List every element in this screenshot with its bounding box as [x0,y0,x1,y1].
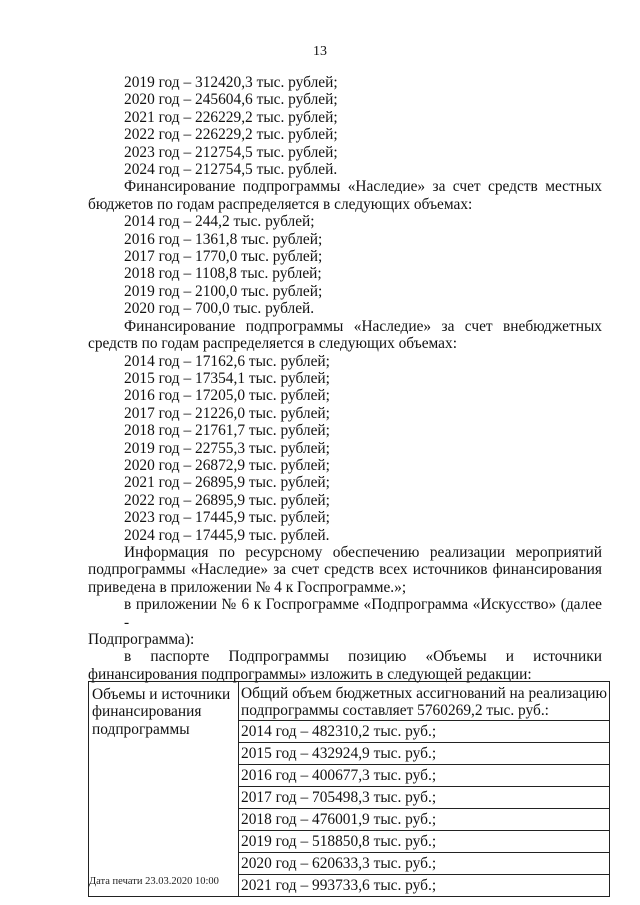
annex-paragraph [88,596,602,648]
paragraph-line: Информация по ресурсному обеспечению реализации мероприятий [124,543,602,561]
print-date-footer: Дата печати 23.03.2020 10:00 [89,876,219,887]
paragraph-line: в паспорте Подпрограммы позицию «Объемы и источники [124,648,602,666]
list-item: 2017 год – 1770,0 тыс. рублей; [124,248,323,266]
list-item: 2015 год – 17354,1 тыс. рублей; [124,369,330,387]
table-year-row: 2021 год – 993733,6 тыс. руб.; [239,874,609,896]
table-label-cell [89,682,239,897]
list-item: 2020 год – 26872,9 тыс. рублей; [124,456,330,474]
list-item: 2014 год – 17162,6 тыс. рублей; [124,352,330,370]
paragraph-line: средств по годам распределяется в следующих объемах: [88,335,457,353]
list-item: 2019 год – 2100,0 тыс. рублей; [124,282,323,300]
table-label-line: подпрограммы [92,720,190,738]
list-item: 2016 год – 1361,8 тыс. рублей; [124,230,323,248]
table-row [89,682,610,897]
table-label-line: Объемы и источники [92,686,231,703]
table-year-row: 2016 год – 400677,3 тыс. руб.; [239,764,609,786]
paragraph-line: Подпрограмма): [88,631,195,648]
paragraph-line: приведена в приложении № 4 к Госпрограмме.»; [88,578,407,596]
local-year-list [88,213,602,317]
table-year-row: 2019 год – 518850,8 тыс. руб.; [239,830,609,852]
document-body [88,74,602,683]
list-item: 2022 год – 226229,2 тыс. рублей; [124,126,338,144]
local-budget-paragraph [88,178,602,213]
table-year-row: 2015 год – 432924,9 тыс. руб.; [239,742,609,764]
paragraph-line: подпрограммы «Наследие» за счет средств всех источников финансирования [88,561,602,579]
paragraph-line: финансирования подпрограммы» изложить в следующей редакции: [88,665,532,683]
table-year-row: 2014 год – 482310,2 тыс. руб.; [239,720,609,742]
passport-paragraph [88,648,602,683]
list-item: 2017 год – 21226,0 тыс. рублей; [124,404,330,422]
table-intro-line: Общий объем бюджетных ассигнований на реализацию [241,685,607,702]
table-label-line: финансирования [92,703,202,721]
list-item: 2023 год – 17445,9 тыс. рублей; [124,509,330,527]
page-number: 13 [313,44,327,59]
table-year-row: 2017 год – 705498,3 тыс. руб.; [239,786,609,808]
list-item: 2019 год – 312420,3 тыс. рублей; [124,74,338,91]
paragraph-line: Финансирование подпрограммы «Наследие» за счет внебюджетных [124,317,602,335]
top-year-list [88,74,602,178]
list-item: 2022 год – 26895,9 тыс. рублей; [124,491,330,509]
list-item: 2018 год – 21761,7 тыс. рублей; [124,422,330,440]
list-item: 2016 год – 17205,0 тыс. рублей; [124,387,330,405]
funding-table [88,681,610,897]
list-item: 2021 год – 26895,9 тыс. рублей; [124,474,330,492]
list-item: 2024 год – 17445,9 тыс. рублей. [124,526,330,544]
list-item: 2014 год – 244,2 тыс. рублей; [124,213,315,231]
extra-budget-paragraph [88,318,602,353]
paragraph-line: Финансирование подпрограммы «Наследие» за счет средств местных [124,178,602,196]
info-paragraph [88,544,602,596]
table-value-cell [239,682,610,897]
extra-year-list [88,353,602,544]
list-item: 2019 год – 22755,3 тыс. рублей; [124,439,330,457]
paragraph-line: в приложении № 6 к Госпрограмме «Подпрограмма «Искусство» (далее - [124,596,602,631]
table-year-row: 2018 год – 476001,9 тыс. руб.; [239,808,609,830]
paragraph-line: бюджетов по годам распределяется в следующих объемах: [88,195,473,213]
list-item: 2021 год – 226229,2 тыс. рублей; [124,108,338,126]
list-item: 2020 год – 245604,6 тыс. рублей; [124,91,338,109]
table-intro-line: подпрограммы составляет 5760269,2 тыс. руб.: [241,702,549,720]
list-item: 2018 год – 1108,8 тыс. рублей; [124,265,322,283]
list-item: 2024 год – 212754,5 тыс. рублей. [124,161,338,179]
list-item: 2020 год – 700,0 тыс. рублей. [124,300,315,318]
table-intro [239,682,609,720]
list-item: 2023 год – 212754,5 тыс. рублей; [124,143,338,161]
table-year-row: 2020 год – 620633,3 тыс. руб.; [239,852,609,874]
